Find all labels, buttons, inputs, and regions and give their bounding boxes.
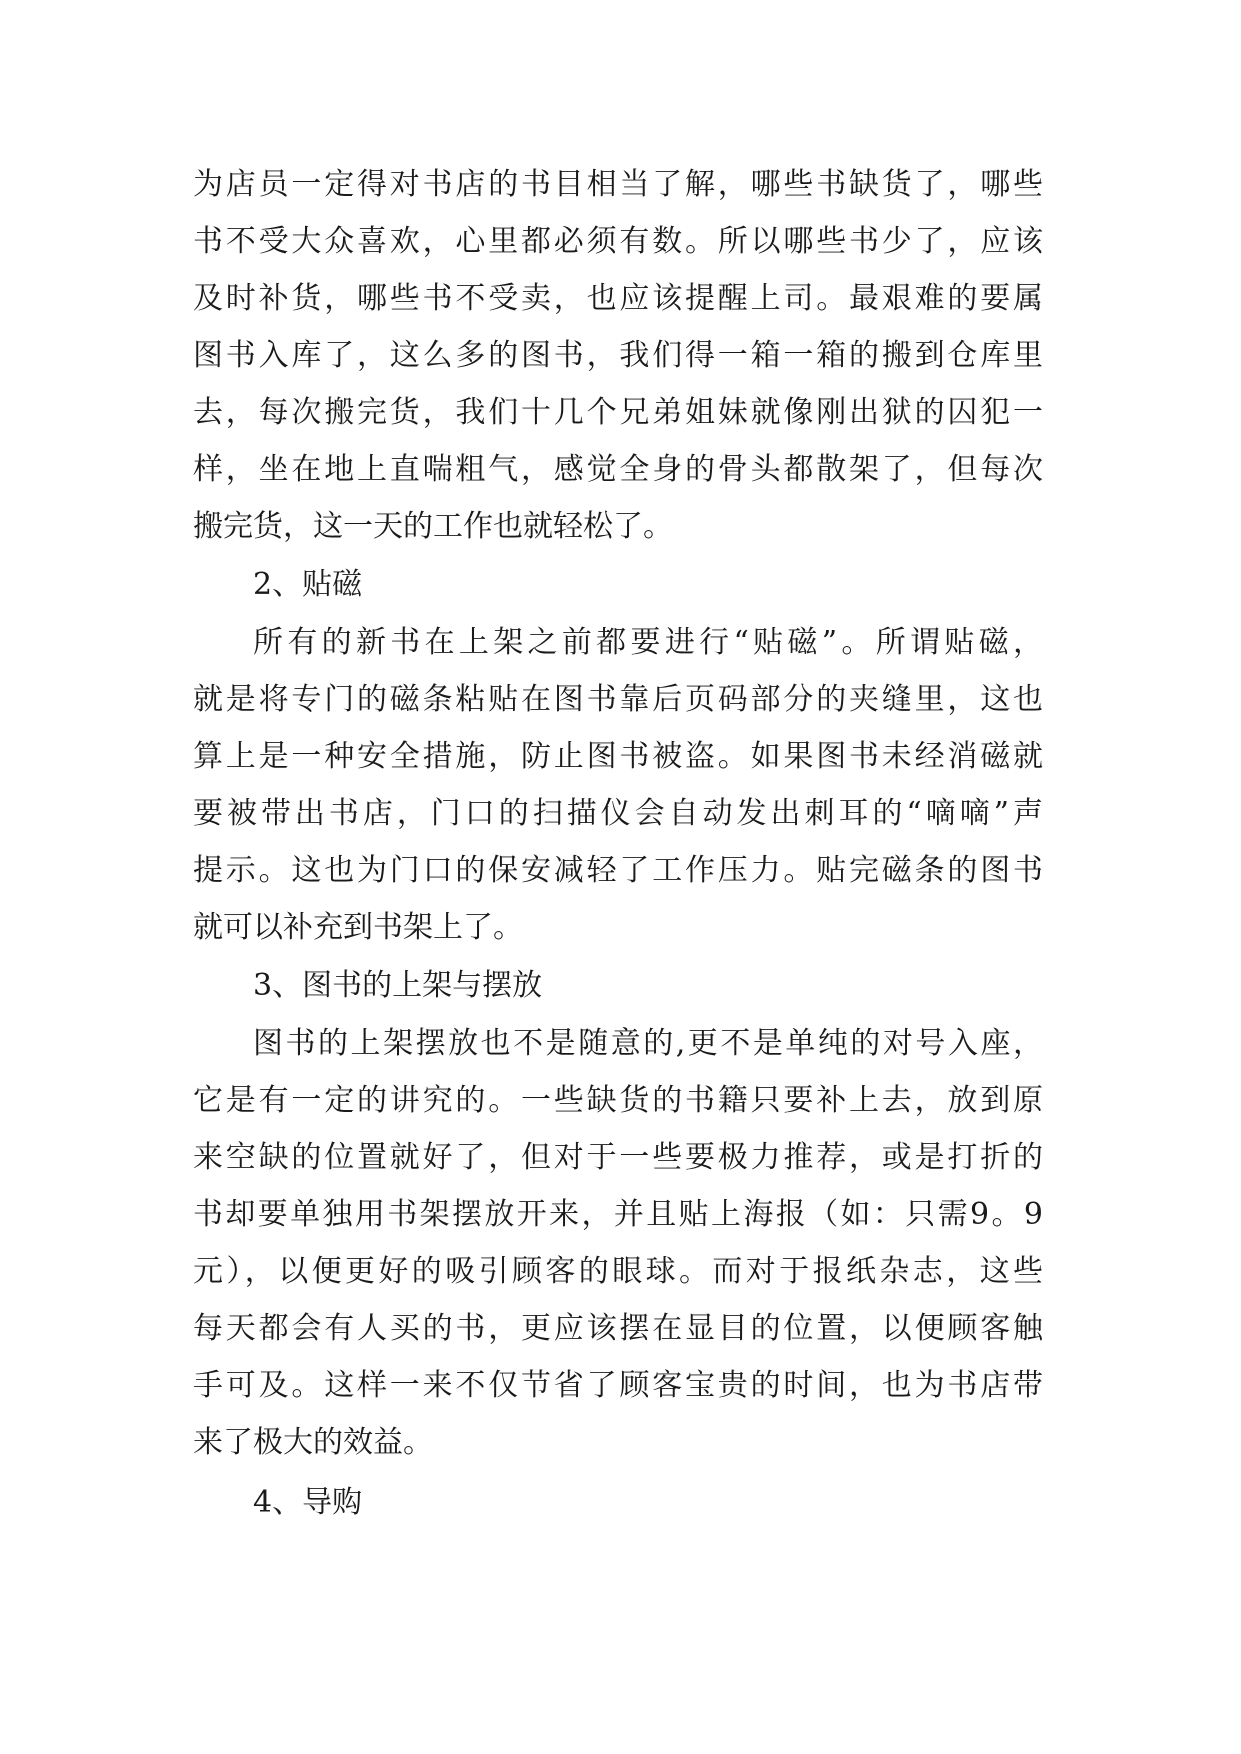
body-line: 要被带出书店，门口的扫描仪会自动发出刺耳的“嘀嘀”声 xyxy=(193,796,1043,831)
body-line: 及时补货，哪些书不受卖，也应该提醒上司。最艰难的要属 xyxy=(193,281,1043,316)
body-line: 提示。这也为门口的保安减轻了工作压力。贴完磁条的图书 xyxy=(193,853,1043,888)
body-line: 手可及。这样一来不仅节省了顾客宝贵的时间，也为书店带 xyxy=(193,1368,1043,1403)
body-line: 就可以补充到书架上了。 xyxy=(193,910,523,945)
body-line: 来空缺的位置就好了，但对于一些要极力推荐，或是打折的 xyxy=(193,1140,1043,1175)
body-line: 搬完货，这一天的工作也就轻松了。 xyxy=(193,509,673,544)
body-line: 元），以便更好的吸引顾客的眼球。而对于报纸杂志，这些 xyxy=(193,1254,1043,1289)
section-heading: 4、导购 xyxy=(253,1485,363,1520)
body-line: 就是将专门的磁条粘贴在图书靠后页码部分的夹缝里，这也 xyxy=(193,682,1043,717)
body-line: 它是有一定的讲究的。一些缺货的书籍只要补上去，放到原 xyxy=(193,1083,1043,1118)
body-line: 书却要单独用书架摆放开来，并且贴上海报（如：只需9。9 xyxy=(193,1197,1043,1232)
body-line: 来了极大的效益。 xyxy=(193,1425,433,1460)
section-heading: 2、贴磁 xyxy=(253,567,363,602)
body-line: 图书入库了，这么多的图书，我们得一箱一箱的搬到仓库里 xyxy=(193,338,1043,373)
body-line: 为店员一定得对书店的书目相当了解，哪些书缺货了，哪些 xyxy=(193,167,1043,202)
body-line: 每天都会有人买的书，更应该摆在显目的位置，以便顾客触 xyxy=(193,1311,1043,1346)
body-line: 算上是一种安全措施，防止图书被盗。如果图书未经消磁就 xyxy=(193,739,1043,774)
body-line: 书不受大众喜欢，心里都必须有数。所以哪些书少了，应该 xyxy=(193,224,1043,259)
body-line: 样，坐在地上直喘粗气，感觉全身的骨头都散架了，但每次 xyxy=(193,452,1043,487)
body-line: 图书的上架摆放也不是随意的,更不是单纯的对号入座， xyxy=(253,1026,1043,1061)
section-heading: 3、图书的上架与摆放 xyxy=(253,968,543,1003)
body-line: 去，每次搬完货，我们十几个兄弟姐妹就像刚出狱的囚犯一 xyxy=(193,395,1043,430)
body-line: 所有的新书在上架之前都要进行“贴磁”。所谓贴磁， xyxy=(253,625,1043,660)
